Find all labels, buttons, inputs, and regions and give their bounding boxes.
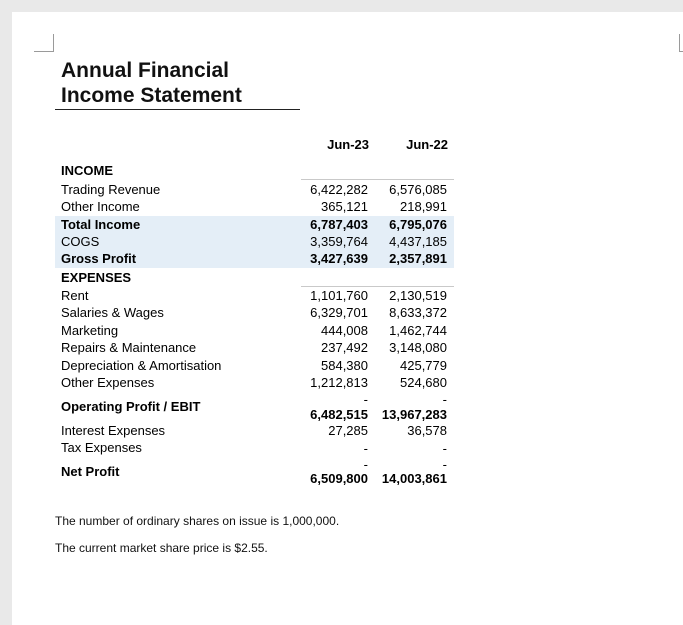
tax-jun23: - [363, 441, 368, 456]
row-value-jun23: 584,380 [321, 358, 368, 373]
title-line-2: Income Statement [61, 84, 242, 107]
interest-jun23: 27,285 [328, 423, 368, 438]
dash-placeholder: - [442, 457, 447, 472]
dash-placeholder: - [442, 392, 447, 407]
row-label: Other Expenses [61, 375, 155, 390]
income-top-rule [301, 179, 454, 180]
operating-profit-label: Operating Profit / EBIT [61, 399, 201, 414]
operating-profit-jun23: 6,482,515 [310, 407, 368, 422]
tax-label: Tax Expenses [61, 440, 142, 455]
row-value-jun23: 6,787,403 [310, 217, 368, 232]
row-label: COGS [61, 234, 100, 249]
row-value-jun23: 6,329,701 [310, 305, 368, 320]
document-page [12, 12, 683, 625]
row-value-jun23: 365,121 [321, 199, 368, 214]
dash-placeholder: - [363, 457, 368, 472]
dash-placeholder: - [363, 392, 368, 407]
row-label: Rent [61, 288, 89, 303]
crop-mark-top-left [34, 34, 54, 52]
column-header-jun22: Jun-22 [406, 137, 448, 152]
expenses-heading: EXPENSES [61, 270, 132, 285]
row-label: Repairs & Maintenance [61, 340, 197, 355]
row-value-jun23: 444,008 [321, 323, 368, 338]
row-value-jun22: 524,680 [400, 375, 447, 390]
title-line-1: Annual Financial [61, 59, 230, 82]
net-profit-jun23: 6,509,800 [310, 471, 368, 486]
row-value-jun22: 1,462,744 [389, 323, 447, 338]
row-value-jun22: 3,148,080 [389, 340, 447, 355]
row-value-jun23: 237,492 [321, 340, 368, 355]
net-profit-label: Net Profit [61, 464, 120, 479]
row-label: Trading Revenue [61, 182, 161, 197]
row-value-jun23: 3,427,639 [310, 251, 368, 266]
operating-profit-jun22: 13,967,283 [381, 407, 447, 422]
row-value-jun22: 425,779 [400, 358, 447, 373]
row-label: Depreciation & Amortisation [61, 358, 222, 373]
row-label: Salaries & Wages [61, 305, 164, 320]
row-label: Total Income [61, 217, 141, 232]
row-label: Marketing [61, 323, 119, 338]
column-header-jun23: Jun-23 [327, 137, 369, 152]
row-value-jun22: 6,795,076 [389, 217, 447, 232]
income-heading: INCOME [61, 163, 113, 178]
row-value-jun22: 2,130,519 [389, 288, 447, 303]
row-value-jun22: 8,633,372 [389, 305, 447, 320]
row-value-jun23: 6,422,282 [310, 182, 368, 197]
shares-note: The number of ordinary shares on issue is 1,000,000. [55, 514, 340, 528]
title-underline [55, 109, 300, 110]
price-note: The current market share price is $2.55. [55, 541, 268, 555]
row-label: Other Income [61, 199, 140, 214]
row-value-jun23: 1,212,813 [310, 375, 368, 390]
crop-mark-top-right [679, 34, 683, 52]
row-value-jun22: 2,357,891 [389, 251, 447, 266]
interest-label: Interest Expenses [61, 423, 166, 438]
interest-jun22: 36,578 [407, 423, 447, 438]
statement-title [61, 58, 242, 108]
row-value-jun22: 4,437,185 [389, 234, 447, 249]
row-value-jun23: 1,101,760 [310, 288, 368, 303]
row-value-jun22: 218,991 [400, 199, 447, 214]
row-value-jun22: 6,576,085 [389, 182, 447, 197]
net-profit-jun22: 14,003,861 [381, 471, 447, 486]
row-label: Gross Profit [61, 251, 137, 266]
row-value-jun23: 3,359,764 [310, 234, 368, 249]
tax-jun22: - [442, 441, 447, 456]
